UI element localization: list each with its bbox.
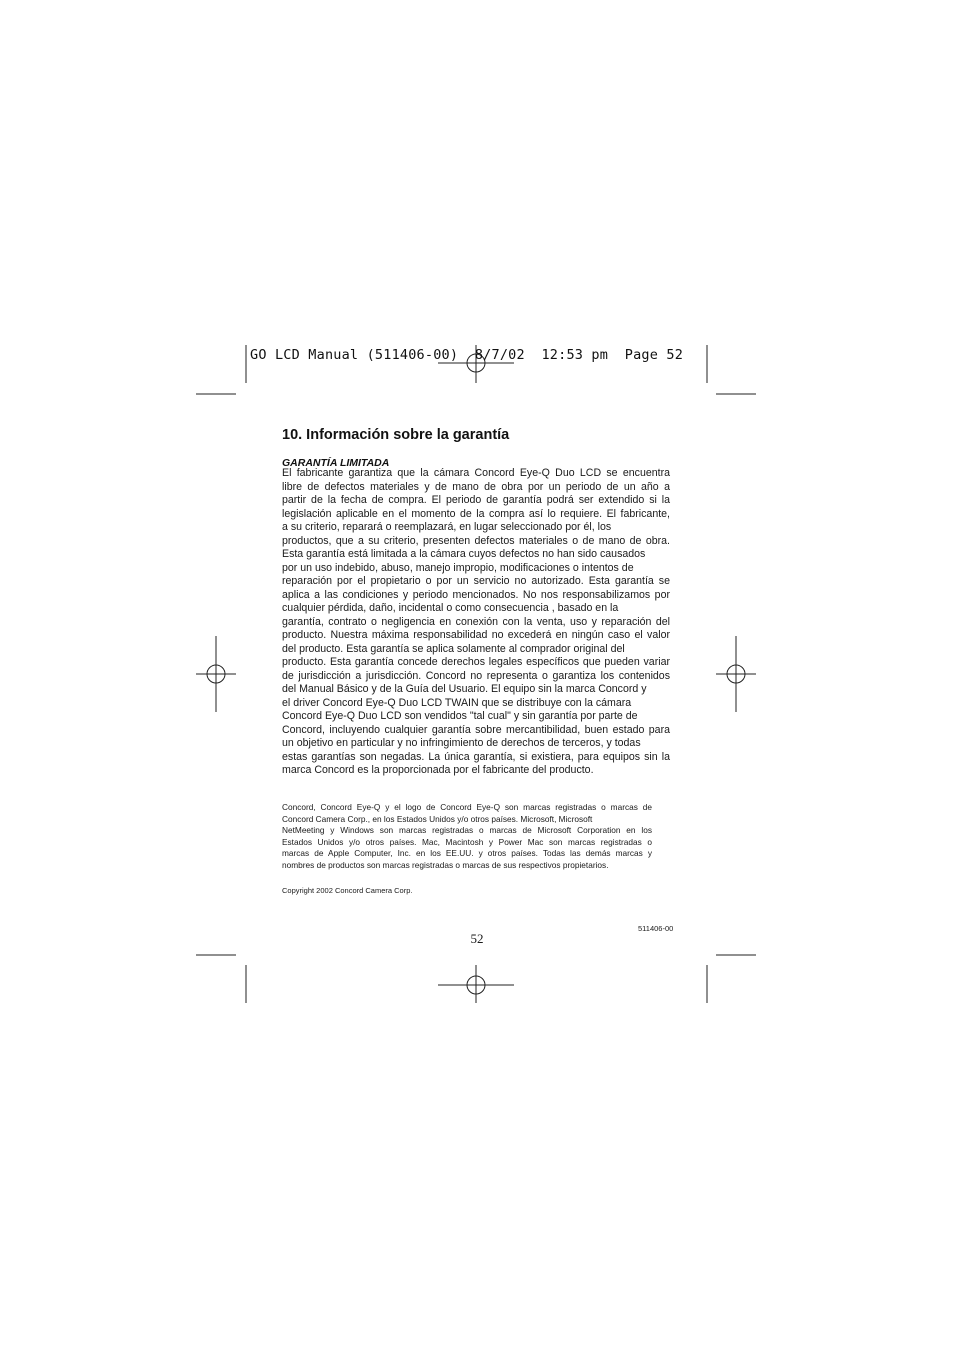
trademark-line: marcas de Apple Computer, Inc. en los EE.UU. y otros países. Todas las demás marcas y [282, 848, 652, 858]
slug-line: GO LCD Manual (511406-00) 8/7/02 12:53 pm Page 52 [250, 347, 684, 363]
trademark-line: Concord Camera Corp., en los Estados Unidos y/o otros países. Microsoft, Microsoft [282, 813, 593, 824]
body-line: aplica a las condiciones y periodo mencionados. No nos responsabilizamos por [282, 588, 670, 601]
body-line: del producto. Esta garantía se aplica solamente al comprador original del [282, 642, 625, 655]
copyright-notice: Copyright 2002 Concord Camera Corp. [282, 886, 413, 895]
body-line: Concord Eye-Q Duo LCD son vendidos "tal cual" y sin garantía por parte de [282, 710, 638, 722]
section-heading: 10. Información sobre la garantía [282, 427, 510, 443]
body-line: por un uso indebido, abuso, manejo impropio, modificaciones o intentos de [282, 561, 634, 574]
body-line: El fabricante garantiza que la cámara Concord Eye-Q Duo LCD se encuentra [282, 467, 670, 479]
body-line: cualquier pérdida, daño, incidental o como consecuencia , basado en la [282, 602, 619, 614]
body-line: legislación aplicable en el momento de la compra así lo requiere. El fabricante, [282, 507, 670, 520]
body-line: producto. Esta garantía concede derechos legales específicos que pueden variar [282, 656, 670, 668]
page-number: 52 [470, 931, 484, 946]
body-line: un objetivo en particular y no infringimiento de derechos de terceros, y todas [282, 737, 641, 749]
body-line: partir de la fecha de compra. El periodo de garantía podrá ser extendido si la [282, 494, 670, 506]
body-line: Concord, incluyendo cualquier garantía sobre mercantibilidad, buen estado para [282, 723, 670, 736]
trademark-line: Concord, Concord Eye-Q y el logo de Concord Eye-Q son marcas registradas o marcas de [282, 802, 652, 812]
body-line: Esta garantía está limitada a la cámara cuyos defectos no han sido causados [282, 548, 646, 560]
registration-mark-right [716, 636, 756, 712]
section-subheading: GARANTÍA LIMITADA [282, 457, 390, 469]
body-line: el driver Concord Eye-Q Duo LCD TWAIN que se distribuye con la cámara [282, 696, 632, 709]
body-line: marca Concord es la proporcionada por el fabricante del producto. [282, 764, 594, 776]
body-line: estas garantías son negadas. La única garantía, si existiera, para equipos sin la [282, 750, 670, 763]
body-line: productos, que a su criterio, presenten defectos materiales o de mano de obra. [282, 534, 670, 547]
trademark-line: nombres de productos son marcas registradas o marcas de sus respectivos propietarios. [282, 859, 609, 870]
body-line: a su criterio, reparará o reemplazará, en lugar seleccionado por él, los [282, 521, 612, 533]
body-line: reparación por el propietario o por un servicio no autorizado. Esta garantía se [282, 575, 670, 587]
body-line: de jurisdicción a jurisdicción. Concord no representa o garantiza los contenidos [282, 669, 670, 682]
registration-mark-left [196, 636, 236, 712]
registration-mark-bottom [438, 965, 514, 1003]
trademark-line: Estados Unidos y/o otros países. Mac, Macintosh y Power Mac son marcas registradas o [282, 836, 652, 847]
part-code: 511406-00 [638, 924, 674, 933]
body-line: del Manual Básico y de la Guía del Usuario. El equipo sin la marca Concord y [282, 683, 647, 695]
body-line: producto. Nuestra máxima responsabilidad no excederá en ningún caso el valor [282, 629, 670, 641]
body-line: libre de defectos materiales y de mano de obra por un periodo de un año a [282, 480, 670, 493]
trademark-line: NetMeeting y Windows son marcas registradas o marcas de Microsoft Corporation en los [282, 825, 652, 835]
body-line: garantía, contrato o negligencia en conexión con la venta, uso y reparación del [282, 615, 670, 628]
